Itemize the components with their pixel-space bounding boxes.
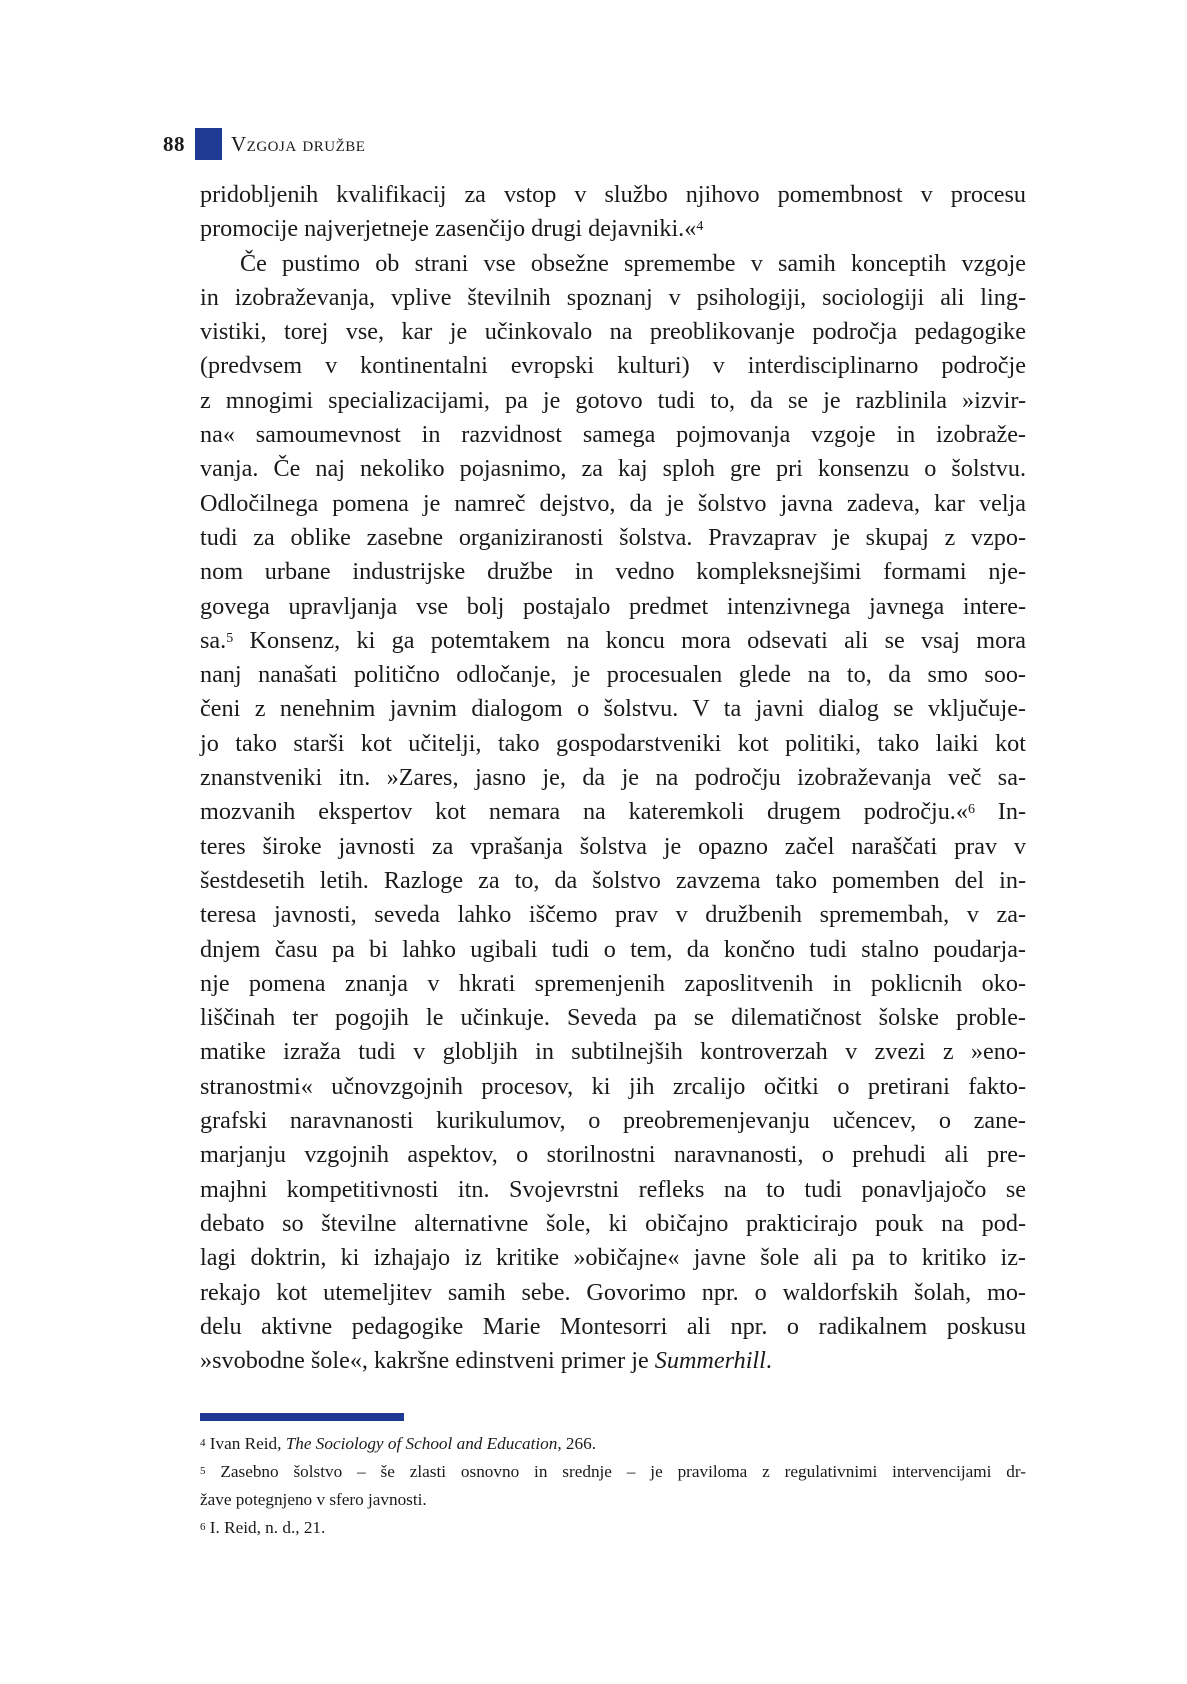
line-text: žave potegnjeno v sfero javnosti. bbox=[200, 1490, 427, 1509]
line-text-after: In- bbox=[974, 798, 1027, 826]
line-text-after: Konsenz, ki ga potemtakem na koncu mora odsevati ali se vsaj mora bbox=[233, 626, 1026, 654]
footnote-line bbox=[200, 1486, 1026, 1514]
text-line bbox=[200, 590, 1026, 624]
text-line bbox=[200, 1207, 1026, 1241]
text-line bbox=[200, 933, 1026, 967]
line-text: čeni z nenehnim javnim dialogom o šolstvu. V ta javni dialog se vključuje- bbox=[200, 695, 1026, 723]
footnote-ref: 4 bbox=[696, 219, 704, 235]
line-text: grafski naravnanosti kurikulumov, o preobremenjevanju učencev, o zane- bbox=[200, 1107, 1026, 1135]
footnote-number: 4 bbox=[200, 1437, 206, 1449]
line-text: in izobraževanja, vplive številnih spoznanj v psihologiji, sociologiji ali ling- bbox=[200, 283, 1026, 311]
line-text: z mnogimi specializacijami, pa je gotovo tudi to, da se je razblinila »izvir- bbox=[200, 386, 1026, 414]
page-number: 88 bbox=[163, 131, 185, 156]
running-title-rest: zgoja družbe bbox=[246, 131, 366, 156]
line-text: rekajo kot utemeljitev samih sebe. Govorimo npr. o waldorfskih šolah, mo- bbox=[200, 1278, 1026, 1306]
footnote-rule bbox=[200, 1413, 404, 1421]
line-text: mozvanih ekspertov kot nemara na kateremkoli drugem področju.« bbox=[200, 798, 968, 826]
text-line bbox=[200, 1276, 1026, 1310]
text-line bbox=[200, 795, 1026, 829]
line-text: matike izraža tudi v globljih in subtilnejših kontroverzah v zvezi z »eno- bbox=[200, 1038, 1026, 1066]
text-line bbox=[200, 281, 1026, 315]
running-title-initial: V bbox=[231, 131, 247, 156]
line-text: debato so številne alternativne šole, ki običajno prakticirajo pouk na pod- bbox=[200, 1209, 1026, 1237]
line-text: »svobodne šole«, kakršne edinstveni primer je bbox=[200, 1347, 655, 1375]
line-text: marjanju vzgojnih aspektov, o storilnostni naravnanosti, o prehudi ali pre- bbox=[200, 1141, 1026, 1169]
text-line bbox=[200, 212, 1026, 246]
line-text: (predvsem v kontinentalni evropski kulturi) v interdisciplinarno področje bbox=[200, 352, 1026, 380]
text-line bbox=[200, 761, 1026, 795]
text-line bbox=[200, 521, 1026, 555]
line-text-after: , 266. bbox=[557, 1434, 596, 1453]
line-text: vanja. Če naj nekoliko pojasnimo, za kaj sploh gre pri konsenzu o šolstvu. bbox=[200, 455, 1026, 483]
text-line bbox=[200, 830, 1026, 864]
line-text: nom urbane industrijske družbe in vedno kompleksnejšimi formami nje- bbox=[200, 558, 1026, 586]
running-title bbox=[231, 132, 365, 157]
line-text: nanj nanašati politično odločanje, je procesualen glede na to, da smo soo- bbox=[200, 661, 1026, 689]
footnote-number: 6 bbox=[200, 1521, 206, 1533]
text-line bbox=[200, 178, 1026, 212]
line-text-after: . bbox=[765, 1347, 772, 1375]
body-text bbox=[200, 178, 1026, 1378]
footnote-line bbox=[200, 1458, 1026, 1486]
text-line bbox=[200, 1104, 1026, 1138]
line-text: dnjem času pa bi lahko ugibali tudi o tem, da končno tudi stalno poudarja- bbox=[200, 935, 1026, 963]
footnote-number: 5 bbox=[200, 1465, 206, 1477]
footnote-line bbox=[200, 1514, 1026, 1542]
footnote-ref: 6 bbox=[967, 802, 975, 818]
line-text: govega upravljanja vse bolj postajalo predmet intenzivnega javnega intere- bbox=[200, 592, 1026, 620]
text-line bbox=[200, 967, 1026, 1001]
text-line bbox=[200, 1241, 1026, 1275]
text-line bbox=[200, 1344, 1026, 1378]
line-text: pridobljenih kvalifikacij za vstop v službo njihovo pomembnost v procesu bbox=[200, 181, 1026, 208]
line-text: znanstveniki itn. »Zares, jasno je, da je na področju izobraževanja več sa- bbox=[200, 764, 1026, 792]
line-text: liščinah ter pogojih le učinkuje. Seveda pa se dilematičnost šolske proble- bbox=[200, 1004, 1026, 1032]
line-text: delu aktivne pedagogike Marie Montesorri ali npr. o radikalnem poskusu bbox=[200, 1312, 1026, 1340]
line-text: tudi za oblike zasebne organiziranosti šolstva. Pravzaprav je skupaj z vzpo- bbox=[200, 523, 1026, 551]
text-line bbox=[200, 349, 1026, 383]
line-text: Zasebno šolstvo – še zlasti osnovno in srednje – je praviloma z regulativnimi intervencijami dr- bbox=[205, 1462, 1026, 1481]
line-text: sa. bbox=[200, 626, 227, 654]
italic-title: The Sociology of School and Education bbox=[285, 1434, 558, 1453]
line-text: šestdesetih letih. Razloge za to, da šolstvo zavzema tako pomemben del in- bbox=[200, 866, 1026, 894]
text-line bbox=[200, 727, 1026, 761]
text-line bbox=[200, 1001, 1026, 1035]
text-line bbox=[200, 692, 1026, 726]
footnote-ref: 5 bbox=[226, 630, 234, 646]
text-line bbox=[200, 487, 1026, 521]
text-line bbox=[200, 624, 1026, 658]
line-text: promocije najverjetneje zasenčijo drugi dejavniki.« bbox=[200, 215, 697, 243]
text-line bbox=[200, 315, 1026, 349]
text-line bbox=[200, 898, 1026, 932]
line-text: na« samoumevnost in razvidnost samega pojmovanja vzgoje in izobraže- bbox=[200, 421, 1026, 449]
line-text: Odločilnega pomena je namreč dejstvo, da je šolstvo javna zadeva, kar velja bbox=[200, 489, 1026, 517]
line-text: teresa javnosti, seveda lahko iščemo prav v družbenih spremembah, v za- bbox=[200, 901, 1026, 929]
line-text: teres široke javnosti za vprašanja šolstva je opazno začel naraščati prav v bbox=[200, 832, 1026, 860]
text-line bbox=[200, 418, 1026, 452]
footnotes bbox=[200, 1430, 1026, 1542]
text-line bbox=[200, 555, 1026, 589]
line-text: Če pustimo ob strani vse obsežne spremembe v samih konceptih vzgoje bbox=[240, 249, 1026, 277]
footnote-line bbox=[200, 1430, 1026, 1458]
line-text: jo tako starši kot učitelji, tako gospodarstveniki kot politiki, tako laiki kot bbox=[200, 729, 1026, 757]
line-text: lagi doktrin, ki izhajajo iz kritike »običajne« javne šole ali pa to kritiko iz- bbox=[200, 1244, 1026, 1272]
line-text: Ivan Reid, bbox=[205, 1434, 286, 1453]
text-line bbox=[200, 864, 1026, 898]
italic-title: Summerhill bbox=[654, 1347, 766, 1375]
line-text: I. Reid, n. d., 21. bbox=[205, 1518, 326, 1537]
text-line bbox=[200, 1310, 1026, 1344]
text-line bbox=[200, 1173, 1026, 1207]
text-line bbox=[200, 1035, 1026, 1069]
text-line bbox=[200, 1070, 1026, 1104]
line-text: vistiki, torej vse, kar je učinkovalo na preoblikovanje področja pedagogike bbox=[200, 318, 1026, 346]
line-text: nje pomena znanja v hkrati spremenjenih zaposlitvenih in poklicnih oko- bbox=[200, 969, 1026, 997]
text-line bbox=[200, 658, 1026, 692]
header-accent-square bbox=[195, 128, 222, 160]
text-line bbox=[200, 384, 1026, 418]
text-line bbox=[200, 247, 1026, 281]
running-header bbox=[163, 128, 365, 160]
line-text: majhni kompetitivnosti itn. Svojevrstni refleks na to tudi ponavljajočo se bbox=[200, 1175, 1026, 1203]
text-line bbox=[200, 452, 1026, 486]
line-text: stranostmi« učnovzgojnih procesov, ki jih zrcalijo očitki o pretirani fakto- bbox=[200, 1072, 1026, 1100]
text-line bbox=[200, 1138, 1026, 1172]
